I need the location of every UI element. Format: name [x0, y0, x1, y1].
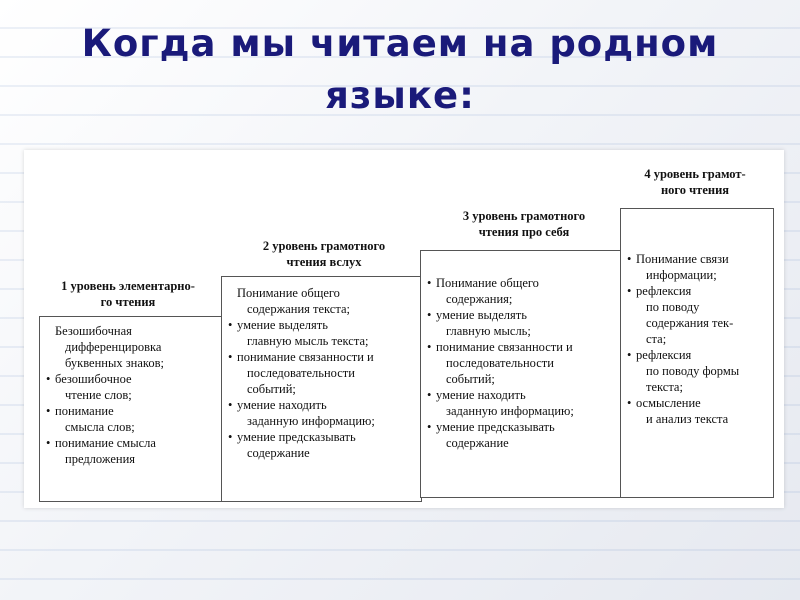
list-item — [46, 403, 218, 435]
list-item — [46, 323, 218, 371]
list-item — [46, 371, 218, 403]
item-line: содержание — [247, 446, 310, 460]
heading-line: чтения вслух — [286, 255, 362, 269]
heading-line: го чтения — [100, 295, 156, 309]
heading-line: ного чтения — [660, 183, 730, 197]
item-line: умение находить — [237, 398, 327, 412]
level-3-box — [420, 250, 621, 498]
item-line: содержания текста; — [247, 302, 350, 316]
list-item — [228, 397, 417, 429]
level-2-box — [221, 276, 422, 502]
list-item — [228, 429, 417, 461]
item-line: и анализ текста — [646, 412, 729, 426]
item-line: смысла слов; — [65, 420, 135, 434]
list-item — [228, 317, 417, 349]
item-line: дифференцировка — [65, 340, 162, 354]
item-line: чтение слов; — [65, 388, 132, 402]
heading-line: 4 уровень грамот- — [644, 167, 746, 181]
item-line: понимание связанности и — [436, 340, 573, 354]
item-line: умение выделять — [237, 318, 328, 332]
item-line: умение находить — [436, 388, 526, 402]
item-line: информации; — [646, 268, 717, 282]
item-line: главную мысль текста; — [247, 334, 369, 348]
item-line: рефлексия — [636, 348, 692, 362]
item-line: заданную информацию; — [446, 404, 574, 418]
item-line: последовательности — [446, 356, 554, 370]
item-line: Понимание связи — [636, 252, 729, 266]
item-line: текста; — [646, 380, 683, 394]
item-line: безошибочное — [55, 372, 132, 386]
item-line: по поводу формы — [646, 364, 740, 378]
level-4-box — [620, 208, 774, 498]
list-item — [427, 275, 616, 307]
heading-line: 1 уровень элементарно- — [61, 279, 195, 293]
item-line: последовательности — [247, 366, 355, 380]
item-line: содержание — [446, 436, 509, 450]
item-line: буквенных знаков; — [65, 356, 164, 370]
level-2-heading — [224, 238, 424, 270]
item-line: Понимание общего — [436, 276, 539, 290]
item-line: осмысление — [636, 396, 701, 410]
item-line: умение выделять — [436, 308, 527, 322]
item-line: содержания; — [446, 292, 513, 306]
heading-line: 2 уровень грамотного — [262, 239, 386, 253]
list-item — [427, 339, 616, 387]
level-1-box — [39, 316, 223, 502]
heading-line: чтения про себя — [478, 225, 570, 239]
list-item — [228, 349, 417, 397]
list-item — [627, 395, 769, 427]
list-item — [427, 387, 616, 419]
list-item — [427, 307, 616, 339]
level-1-heading — [32, 278, 224, 310]
list-item — [46, 435, 218, 467]
item-line: заданную информацию; — [247, 414, 375, 428]
item-line: рефлексия — [636, 284, 692, 298]
item-line: понимание смысла — [55, 436, 156, 450]
item-line: событий; — [247, 382, 296, 396]
item-line: содержания тек- — [646, 316, 734, 330]
item-line: Понимание общего — [237, 286, 340, 300]
item-line: ста; — [646, 332, 667, 346]
list-item — [228, 285, 417, 317]
item-line: понимание связанности и — [237, 350, 374, 364]
reading-levels-diagram — [24, 150, 784, 508]
level-4-heading — [620, 166, 770, 198]
item-line: главную мысль; — [446, 324, 531, 338]
heading-line: 3 уровень грамотного — [462, 209, 586, 223]
list-item — [627, 283, 769, 347]
item-line: умение предсказывать — [436, 420, 555, 434]
item-line: по поводу — [646, 300, 700, 314]
list-item — [427, 419, 616, 451]
list-item — [627, 347, 769, 395]
item-line: предложения — [65, 452, 136, 466]
item-line: Безошибочная — [55, 324, 132, 338]
item-line: умение предсказывать — [237, 430, 356, 444]
item-line: понимание — [55, 404, 114, 418]
level-3-heading — [424, 208, 624, 240]
item-line: событий; — [446, 372, 495, 386]
slide-title: Когда мы читаем на родном языке: — [81, 22, 719, 117]
list-item — [627, 251, 769, 283]
